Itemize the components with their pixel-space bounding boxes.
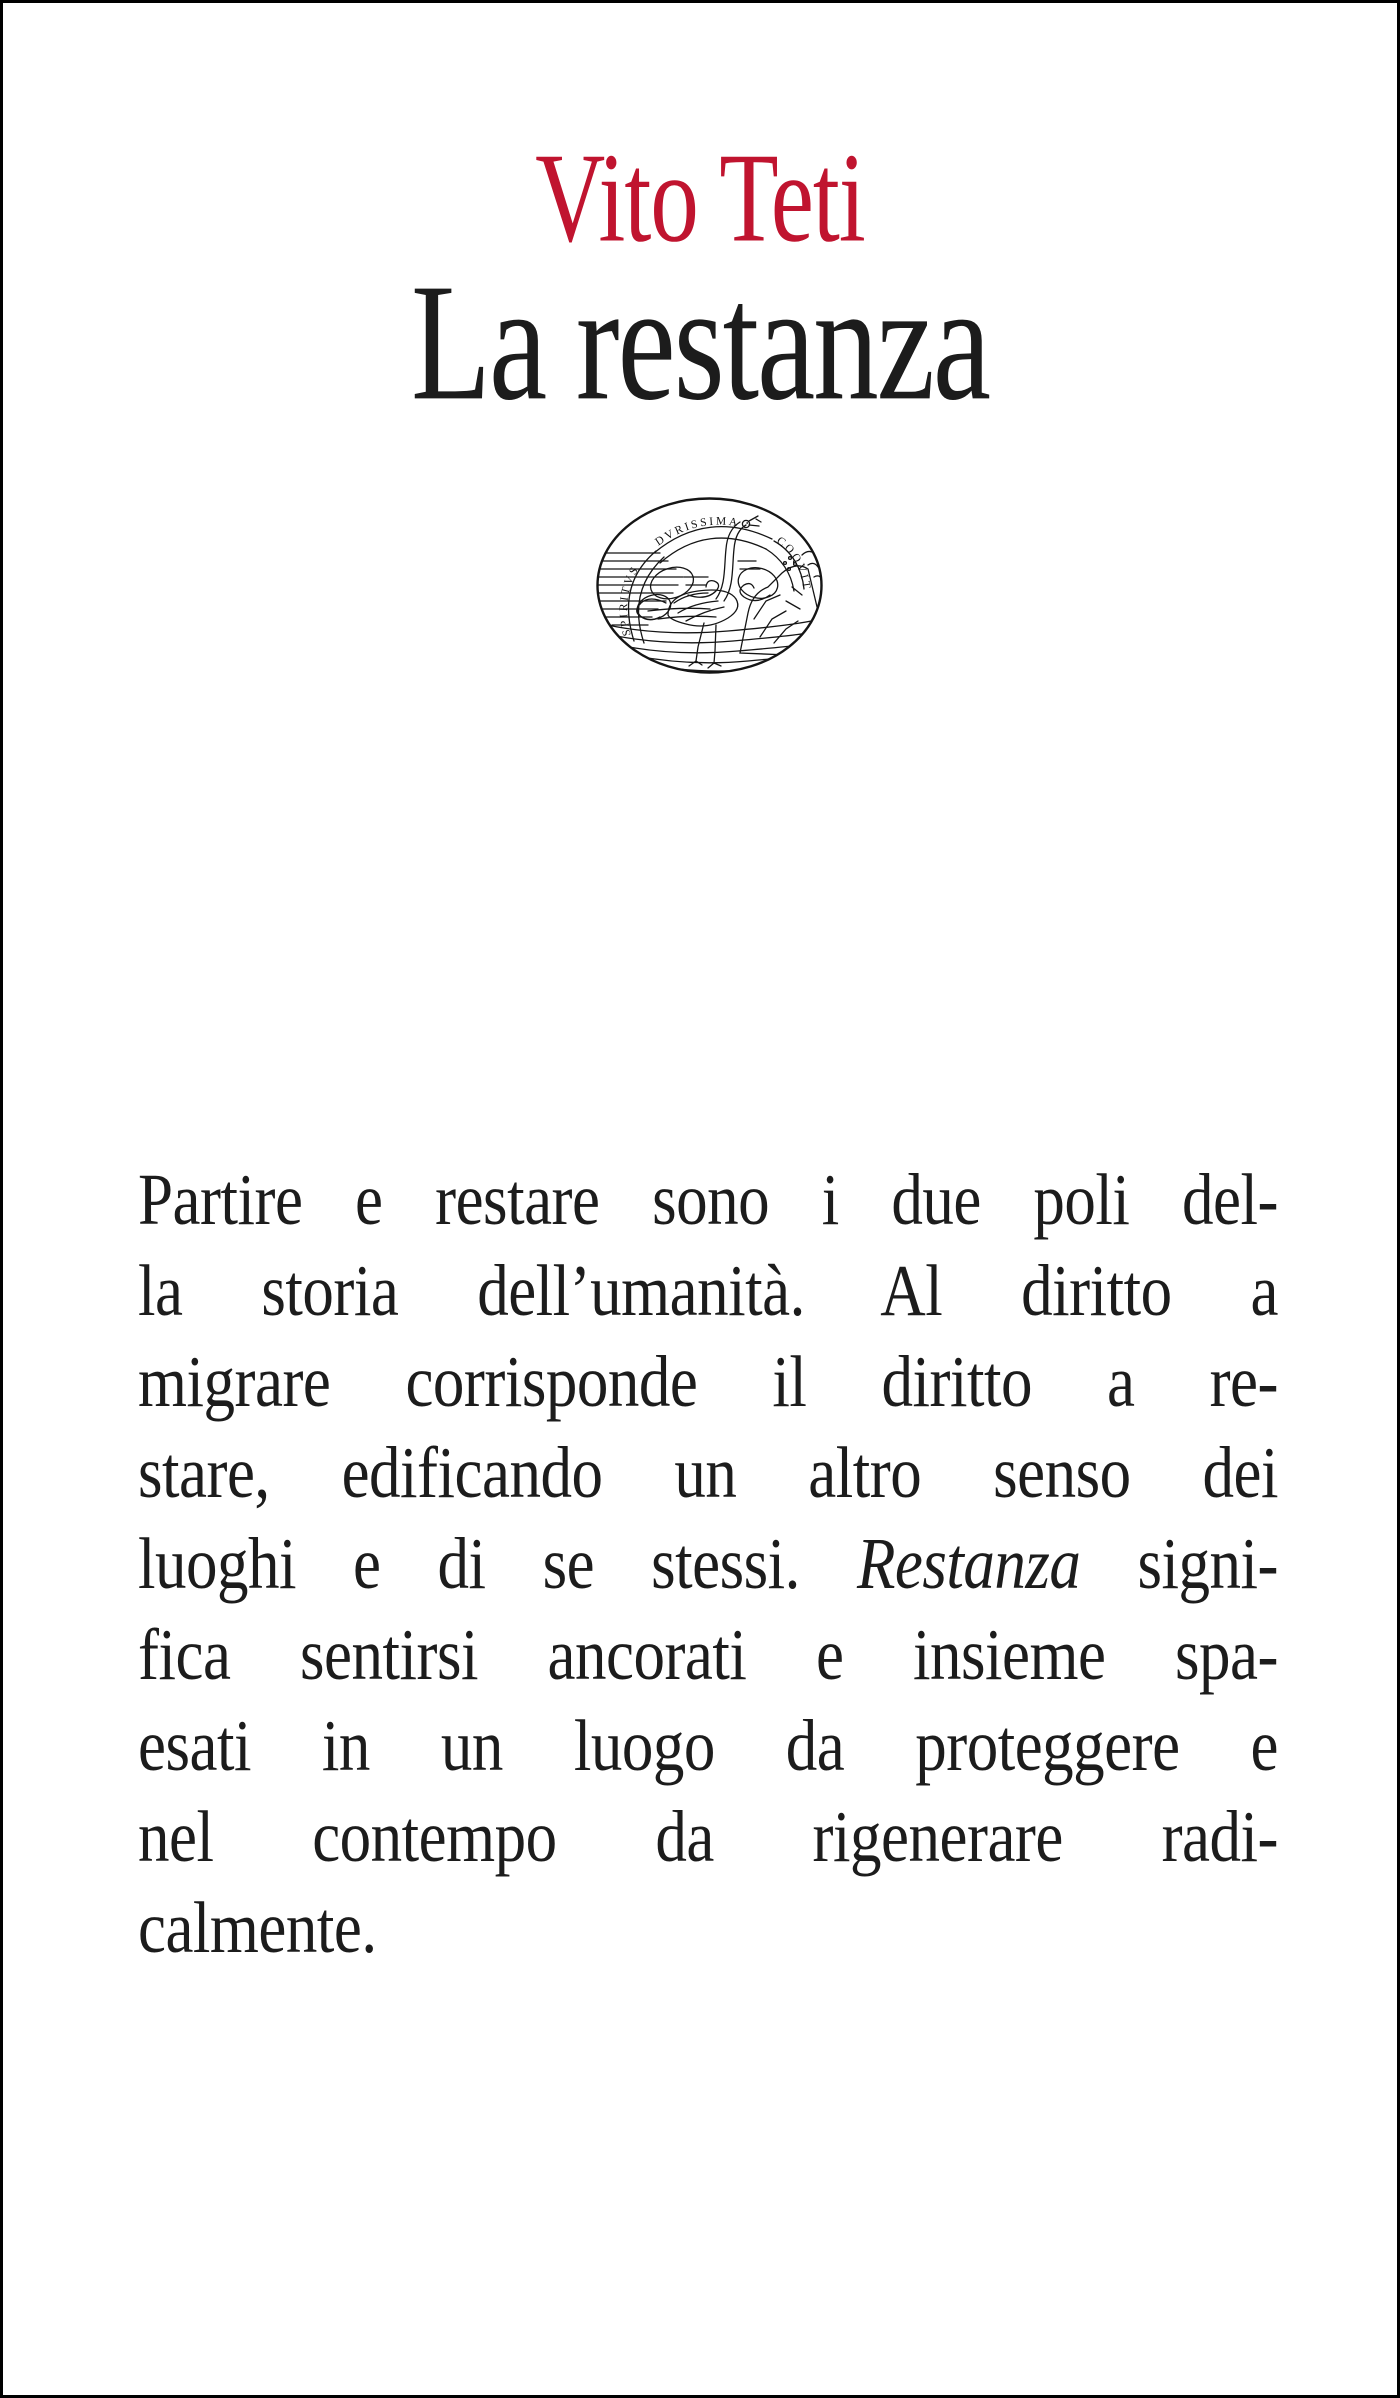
- book-title: La restanza: [411, 249, 989, 436]
- blurb-line: [138, 1428, 1278, 1519]
- blurb-line: [138, 1246, 1278, 1337]
- blurb-line: [138, 1792, 1278, 1883]
- publisher-ostrich-emblem-icon: [588, 491, 831, 680]
- blurb-text: Partire e restare sono i due poli del-: [138, 1159, 1278, 1241]
- emblem-motto-right: COQVIT: [774, 534, 813, 592]
- blurb-line: [138, 1337, 1278, 1428]
- blurb-line: [138, 1519, 1278, 1610]
- blurb-text: stare, edificando un altro senso dei: [138, 1432, 1278, 1514]
- blurb-text: fica sentirsi ancorati e insieme spa-: [138, 1614, 1278, 1696]
- ground-lines: [598, 608, 820, 671]
- author-name: Vito Teti: [535, 127, 865, 269]
- blurb-text: calmente.: [138, 1887, 377, 1969]
- blurb-text: signi-: [1080, 1523, 1278, 1605]
- blurb-line: [138, 1610, 1278, 1701]
- blurb-text: esati in un luogo da proteggere e: [138, 1705, 1278, 1787]
- blurb-text-italic: Restanza: [856, 1523, 1081, 1605]
- blurb-text: luoghi e di se stessi.: [138, 1523, 857, 1605]
- blurb-line: [138, 1155, 1278, 1246]
- blurb-text: la storia dell’umanità. Al diritto a: [138, 1250, 1278, 1332]
- back-cover-blurb: [138, 1155, 1278, 1974]
- blurb-line: [138, 1701, 1278, 1792]
- blurb-line: [138, 1883, 1278, 1974]
- blurb-text: migrare corrisponde il diritto a re-: [138, 1341, 1278, 1423]
- ostrich-emblem-svg: [588, 491, 831, 680]
- blurb-text: nel contempo da rigenerare radi-: [138, 1796, 1278, 1878]
- emblem-motto-top: DVRISSIMA: [653, 515, 741, 549]
- emblem-motto-left: SPIRITVS: [618, 563, 643, 638]
